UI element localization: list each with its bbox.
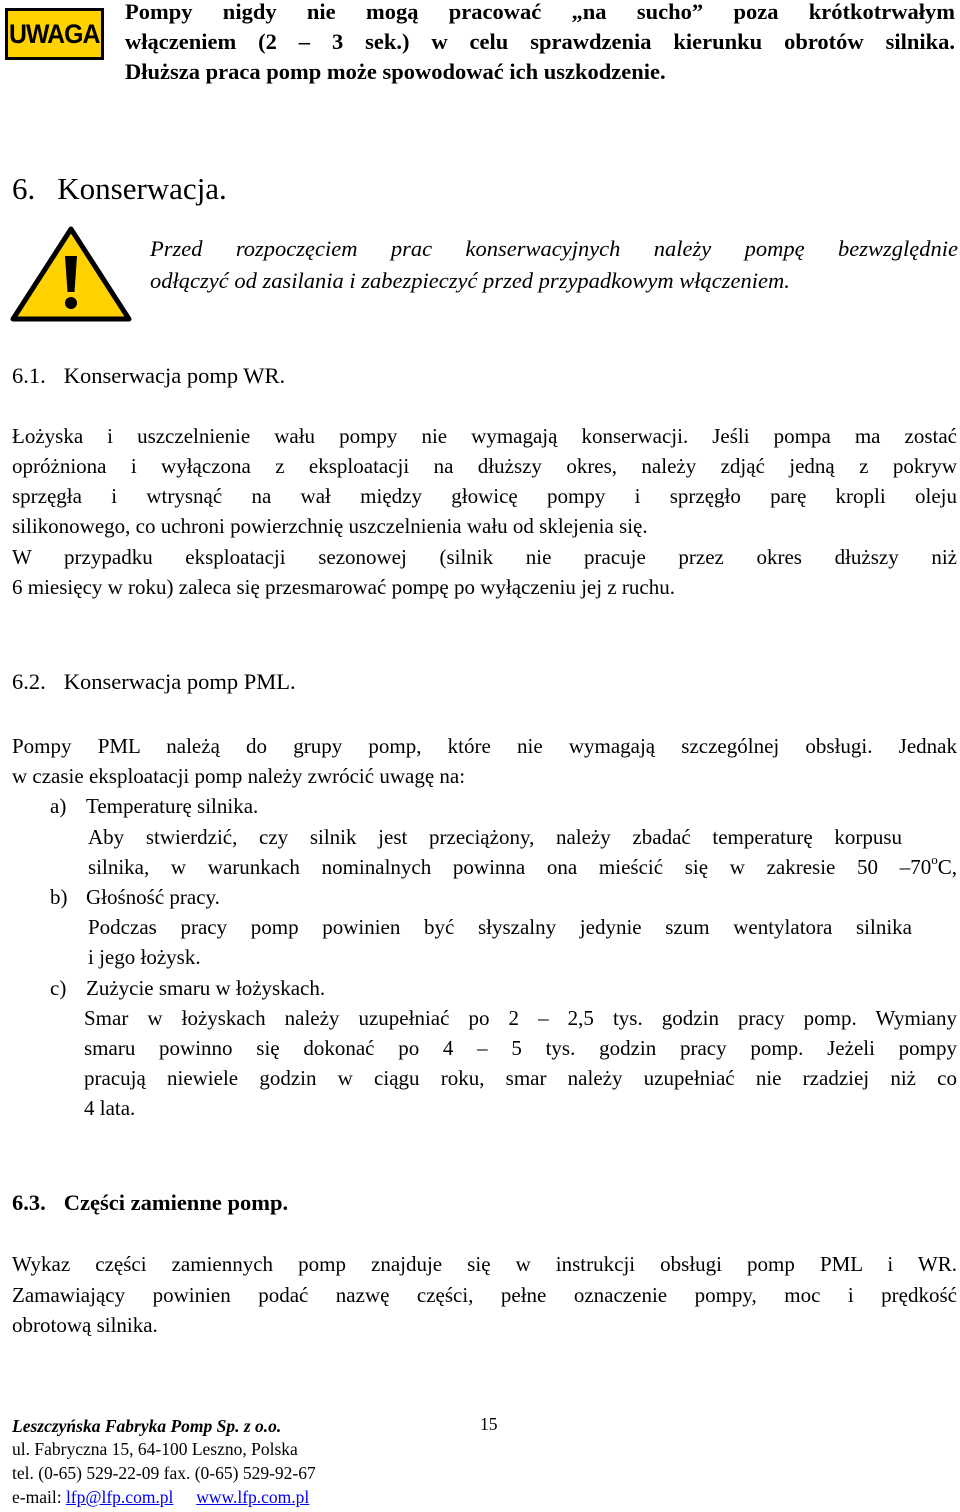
uwaga-label: UWAGA bbox=[9, 18, 100, 49]
section-6-3-line-3: obrotową silnika. bbox=[12, 1313, 158, 1337]
top-warning-line-2: włączeniem (2 – 3 sek.) w celu sprawdzenia kierunku obrotów silnika. bbox=[125, 29, 955, 54]
top-warning-line-3: Dłuższa praca pomp może spowodować ich uszkodzenie. bbox=[125, 59, 666, 84]
section-6-1-heading bbox=[12, 361, 285, 391]
footer-phone: tel. (0-65) 529-22-09 fax. (0-65) 529-92-67 bbox=[12, 1463, 316, 1483]
item-a-line-2 bbox=[88, 852, 957, 882]
item-c-line-4: 4 lata. bbox=[84, 1096, 136, 1120]
section-6-3-heading bbox=[12, 1188, 288, 1218]
item-a-line-2-unit: C, bbox=[937, 855, 957, 879]
item-a-heading: Temperaturę silnika. bbox=[86, 794, 259, 818]
section-6-3-title: Części zamienne pomp. bbox=[63, 1190, 289, 1215]
section-6-2-intro-line-2: w czasie eksploatacji pomp należy zwrócić uwagę na: bbox=[12, 764, 466, 788]
section-6-title: Konserwacja. bbox=[57, 171, 227, 206]
section-6-3-line-1: Wykaz części zamiennych pomp znajduje się w instrukcji obsługi pomp PML i WR. bbox=[12, 1252, 957, 1276]
item-c-line-1: Smar w łożyskach należy uzupełniać po 2 – 2,5 tys. godzin pracy pomp. Wymiany bbox=[84, 1006, 957, 1030]
section-6-heading bbox=[12, 171, 227, 207]
section-6-2-number: 6.2. bbox=[12, 669, 46, 694]
page-number: 15 bbox=[480, 1414, 498, 1434]
degree-superscript: o bbox=[931, 852, 938, 867]
item-b-heading: Głośność pracy. bbox=[86, 885, 220, 909]
section-6-1-p1-line-1: Łożyska i uszczelnienie wału pompy nie wymagają konserwacji. Jeśli pompa ma zostać bbox=[12, 424, 957, 448]
section-6-1-p1-line-2: opróżniona i wyłączona z eksploatacji na dłuższy okres, należy zdjąć jedną z pokryw bbox=[12, 454, 957, 478]
exclamation-triangle-icon bbox=[10, 226, 132, 322]
section-6-2-title: Konserwacja pomp PML. bbox=[63, 669, 296, 694]
footer-contact bbox=[12, 1486, 309, 1509]
item-b-line-1: Podczas pracy pomp powinien być słyszalny jedynie szum wentylatora silnika bbox=[88, 915, 912, 939]
item-c-line-2: smaru powinno się dokonać po 4 – 5 tys. godzin pracy pomp. Jeżeli pompy bbox=[84, 1036, 957, 1060]
item-c-line-3: pracują niewiele godzin w ciągu roku, smar należy uzupełniać nie rzadziej niż co bbox=[84, 1066, 957, 1090]
section-6-2-heading bbox=[12, 667, 296, 697]
top-warning-line-1: Pompy nigdy nie mogą pracować „na sucho” poza krótkotrwałym bbox=[125, 0, 955, 24]
section-6-2-intro-line-1: Pompy PML należą do grupy pomp, które nie wymagają szczególnej obsługi. Jednak bbox=[12, 734, 957, 758]
section-6-3-number: 6.3. bbox=[12, 1190, 46, 1215]
hazard-warning-line-1: Przed rozpoczęciem prac konserwacyjnych należy pompę bezwzględnie bbox=[150, 236, 958, 261]
email-link[interactable]: lfp@lfp.com.pl bbox=[65, 1487, 174, 1507]
section-6-1-p1-line-4: silikonowego, co uchroni powierzchnię uszczelnienia wału od sklejenia się. bbox=[12, 514, 648, 538]
footer-address: ul. Fabryczna 15, 64-100 Leszno, Polska bbox=[12, 1439, 298, 1459]
item-c-heading: Zużycie smaru w łożyskach. bbox=[86, 976, 326, 1000]
hazard-warning-line-2: odłączyć od zasilania i zabezpieczyć przed przypadkowym włączeniem. bbox=[150, 268, 790, 293]
email-label: e-mail: bbox=[12, 1487, 62, 1507]
footer-company: Leszczyńska Fabryka Pomp Sp. z o.o. bbox=[12, 1416, 282, 1436]
item-a-marker: a) bbox=[50, 794, 67, 818]
section-6-1-title: Konserwacja pomp WR. bbox=[63, 363, 286, 388]
item-b-line-2: i jego łożysk. bbox=[88, 945, 201, 969]
section-6-1-number: 6.1. bbox=[12, 363, 46, 388]
item-a-line-2-text: silnika, w warunkach nominalnych powinna ona mieścić się w zakresie 50 –70 bbox=[88, 855, 932, 879]
section-6-number: 6. bbox=[12, 171, 36, 206]
website-link[interactable]: www.lfp.com.pl bbox=[196, 1487, 310, 1507]
item-c-marker: c) bbox=[50, 976, 67, 1000]
section-6-1-p2-line-1: W przypadku eksploatacji sezonowej (silnik nie pracuje przez okres dłuższy niż bbox=[12, 545, 957, 569]
uwaga-warning-badge bbox=[5, 8, 104, 60]
section-6-1-p1-line-3: sprzęgła i wtrysnąć na wał między głowicę pompy i sprzęgło parę kropli oleju bbox=[12, 484, 957, 508]
item-b-marker: b) bbox=[50, 885, 68, 909]
item-a-line-1: Aby stwierdzić, czy silnik jest przeciążony, należy zbadać temperaturę korpusu bbox=[88, 825, 902, 849]
section-6-1-p2-line-2: 6 miesięcy w roku) zaleca się przesmarować pompę po wyłączeniu jej z ruchu. bbox=[12, 575, 675, 599]
section-6-3-line-2: Zamawiający powinien podać nazwę części, pełne oznaczenie pompy, moc i prędkość bbox=[12, 1283, 957, 1307]
